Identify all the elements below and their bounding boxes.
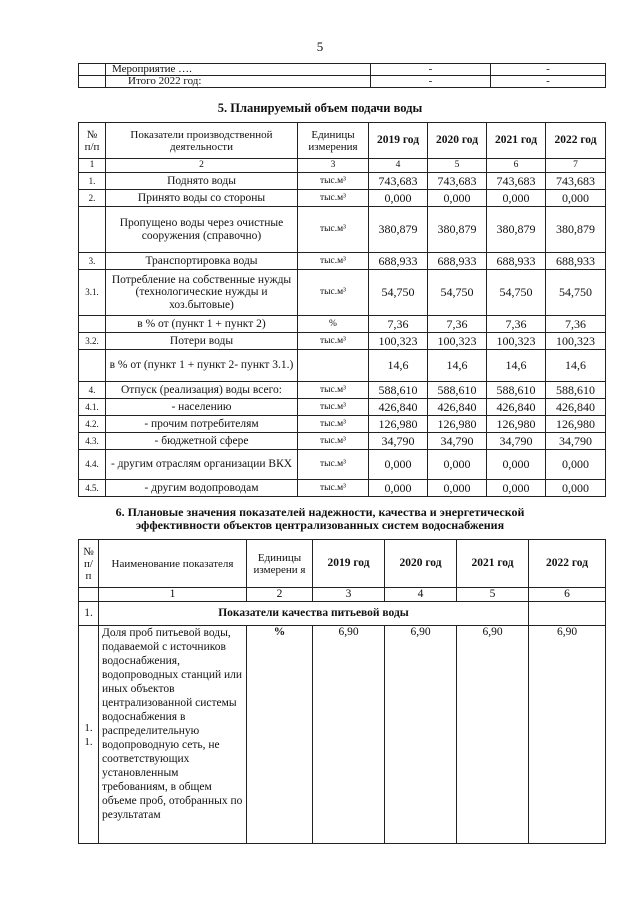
column-number: 3 [313,588,385,602]
row-unit: тыс.м³ [298,333,369,350]
header-num: № п/п [79,123,106,159]
table-cell [529,602,606,626]
row-unit: тыс.м³ [298,270,369,316]
group-row [79,602,606,626]
water-supply-table [78,122,606,497]
row-unit: тыс.м³ [298,382,369,399]
row-name: в % от (пункт 1 + пункт 2) [106,316,298,333]
row-value: 7,36 [369,316,428,333]
row-num [79,350,106,382]
row-value: 14,6 [428,350,487,382]
table-row [79,382,606,399]
table-cell: Итого 2022 год: [106,76,371,88]
table-cell: - [371,64,491,76]
table-row [79,416,606,433]
row-unit [298,350,369,382]
row-value: 0,000 [546,480,606,497]
row-name: Потери воды [106,333,298,350]
column-number: 7 [546,159,606,173]
row-value: 0,000 [428,450,487,480]
row-value: 14,6 [546,350,606,382]
row-num: 1. [79,173,106,190]
row-num: 4.2. [79,416,106,433]
column-number: 6 [487,159,546,173]
row-num: 4.1. [79,399,106,416]
table-row [79,333,606,350]
row-value: 6,90 [385,626,457,844]
row-value: 426,840 [546,399,606,416]
header-units: Единицы измерени я [247,540,313,588]
row-name: Пропущено воды через очистные сооружения (справочно) [106,207,298,253]
row-value: 7,36 [546,316,606,333]
row-value: 0,000 [369,190,428,207]
column-number-row [79,588,606,602]
row-num: 2. [79,190,106,207]
row-value: 0,000 [546,450,606,480]
row-value: 380,879 [428,207,487,253]
row-value: 54,750 [428,270,487,316]
row-name: Отпуск (реализация) воды всего: [106,382,298,399]
row-value: 380,879 [546,207,606,253]
column-number: 5 [428,159,487,173]
row-name: - населению [106,399,298,416]
row-name: Поднято воды [106,173,298,190]
row-name: Потребление на собственные нужды (технологические нужды и хоз.бытовые) [106,270,298,316]
column-number: 1 [99,588,247,602]
row-unit: % [247,626,313,844]
row-value: 743,683 [546,173,606,190]
row-value: 54,750 [369,270,428,316]
header-units: Единицы измерения [298,123,369,159]
row-unit: тыс.м³ [298,399,369,416]
row-name: - другим водопроводам [106,480,298,497]
table-row [79,76,606,88]
group-num: 1. [79,602,99,626]
header-name: Наименование показателя [99,540,247,588]
row-unit: тыс.м³ [298,450,369,480]
column-number: 2 [106,159,298,173]
column-number-row [79,159,606,173]
row-name: в % от (пункт 1 + пункт 2- пункт 3.1.) [106,350,298,382]
row-value: 688,933 [546,253,606,270]
table-cell: - [491,76,606,88]
row-name: - другим отраслям организации ВКХ [106,450,298,480]
row-value: 100,323 [428,333,487,350]
header-num: № п/ п [79,540,99,588]
column-number: 6 [529,588,606,602]
row-value: 426,840 [369,399,428,416]
row-value: 6,90 [529,626,606,844]
row-name: Доля проб питьевой воды, подаваемой с источников водоснабжения, водопроводных станций или иных объектов централизованной системы водоснабжения в распределительную водопроводную сеть, не соответствующих установленным требованиям, в общем объеме проб, отобранных по результатам [99,626,247,844]
section-5-title: 5. Планируемый объем подачи воды [217,101,423,115]
header-year: 2019 год [369,123,428,159]
table-cell: - [491,64,606,76]
column-number: 5 [457,588,529,602]
row-value: 688,933 [369,253,428,270]
column-number: 4 [369,159,428,173]
row-value: 0,000 [369,480,428,497]
row-unit: тыс.м³ [298,190,369,207]
section-6-title-line-2: эффективности объектов централизованных систем водоснабжения [135,518,505,532]
table-row [79,270,606,316]
row-num [79,207,106,253]
table-row [79,626,606,844]
column-number: 1 [79,159,106,173]
row-value: 34,790 [546,433,606,450]
column-number: 2 [247,588,313,602]
row-value: 588,610 [428,382,487,399]
row-value: 426,840 [428,399,487,416]
row-value: 0,000 [487,480,546,497]
row-value: 34,790 [369,433,428,450]
table-cell: - [371,76,491,88]
section-6-title-line-1: 6. Плановые значения показателей надежности, качества и энергетической [115,505,525,519]
table-row [79,173,606,190]
column-number: 3 [298,159,369,173]
row-value: 0,000 [369,450,428,480]
row-unit: тыс.м³ [298,480,369,497]
row-value: 426,840 [487,399,546,416]
quality-indicators-table [78,539,606,844]
header-year: 2020 год [428,123,487,159]
table-header-row [79,540,606,588]
row-num [79,316,106,333]
row-num: 3.2. [79,333,106,350]
row-value: 126,980 [487,416,546,433]
row-value: 7,36 [428,316,487,333]
table-row [79,480,606,497]
row-value: 380,879 [369,207,428,253]
row-num: 4.5. [79,480,106,497]
row-value: 100,323 [546,333,606,350]
row-unit: тыс.м³ [298,416,369,433]
row-value: 100,323 [369,333,428,350]
row-value: 588,610 [546,382,606,399]
row-value: 0,000 [428,190,487,207]
header-year: 2020 год [385,540,457,588]
row-value: 0,000 [487,190,546,207]
section-6-title [0,506,640,532]
header-year: 2019 год [313,540,385,588]
row-value: 0,000 [546,190,606,207]
table-cell [79,64,106,76]
row-value: 688,933 [428,253,487,270]
header-year: 2021 год [487,123,546,159]
row-value: 7,36 [487,316,546,333]
table-row [79,350,606,382]
row-value: 588,610 [369,382,428,399]
row-value: 743,683 [487,173,546,190]
header-indicator: Показатели производственной деятельности [106,123,298,159]
row-value: 126,980 [428,416,487,433]
row-num: 1. 1. [79,626,99,844]
table-row [79,207,606,253]
table-cell: Мероприятие …. [106,64,371,76]
row-value: 743,683 [369,173,428,190]
page-number: 5 [316,39,324,54]
header-year: 2022 год [529,540,606,588]
row-value: 54,750 [546,270,606,316]
row-num: 4. [79,382,106,399]
row-unit: тыс.м³ [298,253,369,270]
row-value: 588,610 [487,382,546,399]
row-value: 14,6 [487,350,546,382]
table-row [79,253,606,270]
row-unit: тыс.м³ [298,207,369,253]
row-name: - бюджетной сфере [106,433,298,450]
top-continuation-table [78,63,606,88]
column-number [79,588,99,602]
table-row [79,399,606,416]
row-num: 4.4. [79,450,106,480]
row-unit: % [298,316,369,333]
table-row [79,316,606,333]
row-num: 3. [79,253,106,270]
column-number: 4 [385,588,457,602]
table-row [79,64,606,76]
row-unit: тыс.м³ [298,433,369,450]
header-year: 2021 год [457,540,529,588]
row-value: 380,879 [487,207,546,253]
row-value: 0,000 [487,450,546,480]
row-value: 126,980 [546,416,606,433]
row-num: 4.3. [79,433,106,450]
row-value: 34,790 [487,433,546,450]
group-title: Показатели качества питьевой воды [99,602,529,626]
table-header-row [79,123,606,159]
row-value: 126,980 [369,416,428,433]
table-cell [79,76,106,88]
row-value: 100,323 [487,333,546,350]
row-name: Принято воды со стороны [106,190,298,207]
row-value: 688,933 [487,253,546,270]
row-value: 0,000 [428,480,487,497]
row-value: 6,90 [457,626,529,844]
row-name: Транспортировка воды [106,253,298,270]
header-year: 2022 год [546,123,606,159]
table-row [79,450,606,480]
table-row [79,433,606,450]
row-value: 6,90 [313,626,385,844]
row-value: 743,683 [428,173,487,190]
row-name: - прочим потребителям [106,416,298,433]
row-num: 3.1. [79,270,106,316]
table-row [79,190,606,207]
row-value: 14,6 [369,350,428,382]
row-value: 34,790 [428,433,487,450]
row-value: 54,750 [487,270,546,316]
row-unit: тыс.м³ [298,173,369,190]
